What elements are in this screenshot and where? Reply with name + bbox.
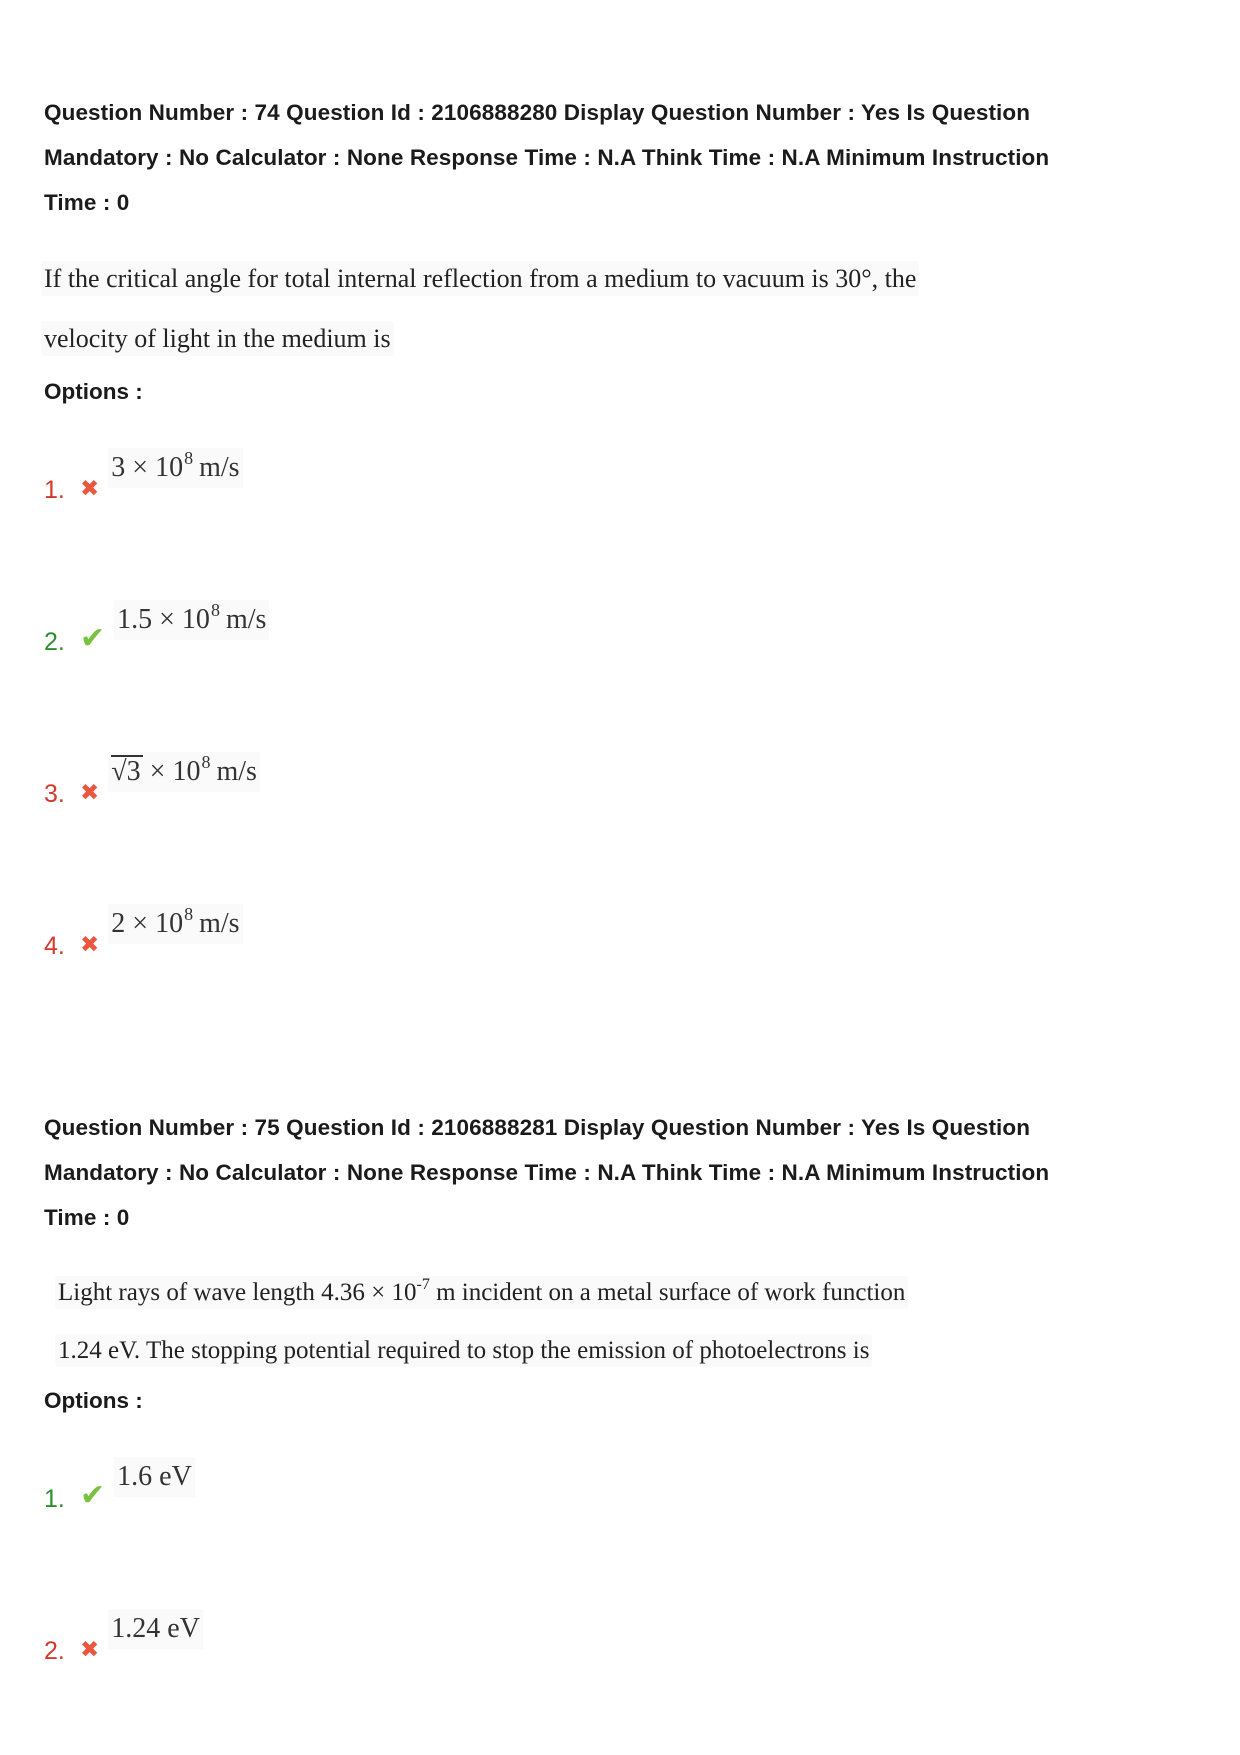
option-number: 3. <box>44 780 65 808</box>
question-meta-header <box>44 1105 1196 1240</box>
question-text <box>44 1264 1196 1380</box>
question-meta-line: Mandatory : No Calculator : None Response Time : N.A Think Time : N.A Minimum Instruction <box>44 1160 1050 1185</box>
option-row-3 <box>44 751 1196 807</box>
wrong-mark-icon: ✖ <box>80 931 100 957</box>
option-row-2 <box>44 599 1196 655</box>
option-number: 1. <box>44 1485 65 1513</box>
formula-exponent: 8 <box>210 600 220 621</box>
option-number: 2. <box>44 628 65 656</box>
question-text-line: velocity of light in the medium is <box>44 324 391 353</box>
option-formula: $2 \times 10^8$ m/s <box>111 904 240 940</box>
question-text-line: 1.24 eV. The stopping potential required to stop the emission of photoelectrons is <box>58 1337 870 1364</box>
question-74-block <box>44 0 1196 959</box>
question-meta-line: Question Number : 75 Question Id : 2106888281 Display Question Number : Yes Is Question <box>44 1115 1031 1140</box>
correct-mark-icon: ✔ <box>80 622 106 655</box>
option-row-1 <box>44 447 1196 503</box>
option-row-4 <box>44 903 1196 959</box>
option-row-2 <box>44 1608 1196 1664</box>
question-meta-line: Mandatory : No Calculator : None Response Time : N.A Think Time : N.A Minimum Instruction <box>44 145 1050 170</box>
option-number: 2. <box>44 1637 65 1665</box>
options-label: Options : <box>44 1388 143 1413</box>
question-text-line: If the critical angle for total internal reflection from a medium to vacuum is 30°, the <box>44 264 917 293</box>
option-formula: 1.6 eV <box>117 1461 192 1493</box>
exponent: -7 <box>416 1275 430 1293</box>
option-formula: 1.24 eV <box>111 1613 200 1645</box>
formula-radical: √ 3 <box>111 755 142 786</box>
question-meta-line: Time : 0 <box>44 1205 130 1230</box>
formula-exponent: 8 <box>184 448 194 469</box>
question-75-block <box>44 959 1196 1664</box>
wrong-mark-icon: ✖ <box>80 779 100 805</box>
option-number: 4. <box>44 932 65 960</box>
option-row-1 <box>44 1456 1196 1512</box>
option-formula: √ $3 \times 10^8$ m/s <box>111 755 257 789</box>
correct-mark-icon: ✔ <box>80 1479 106 1512</box>
formula-exponent: 8 <box>184 904 194 925</box>
wrong-mark-icon: ✖ <box>80 475 100 501</box>
question-text-line: Light rays of wave length $4.36 \times 10^{-7}$ m incident on a metal surface of work function <box>58 1275 906 1306</box>
question-meta-header <box>44 90 1196 225</box>
formula-exponent: 8 <box>201 752 211 773</box>
question-text <box>44 249 1196 369</box>
option-formula: $3 \times 10^8$ m/s <box>111 448 240 484</box>
option-formula: $1.5 \times 10^8$ m/s <box>117 600 267 636</box>
wrong-mark-icon: ✖ <box>80 1636 100 1662</box>
option-number: 1. <box>44 476 65 504</box>
question-meta-line: Question Number : 74 Question Id : 2106888280 Display Question Number : Yes Is Question <box>44 100 1031 125</box>
options-label: Options : <box>44 379 143 404</box>
question-meta-line: Time : 0 <box>44 190 130 215</box>
